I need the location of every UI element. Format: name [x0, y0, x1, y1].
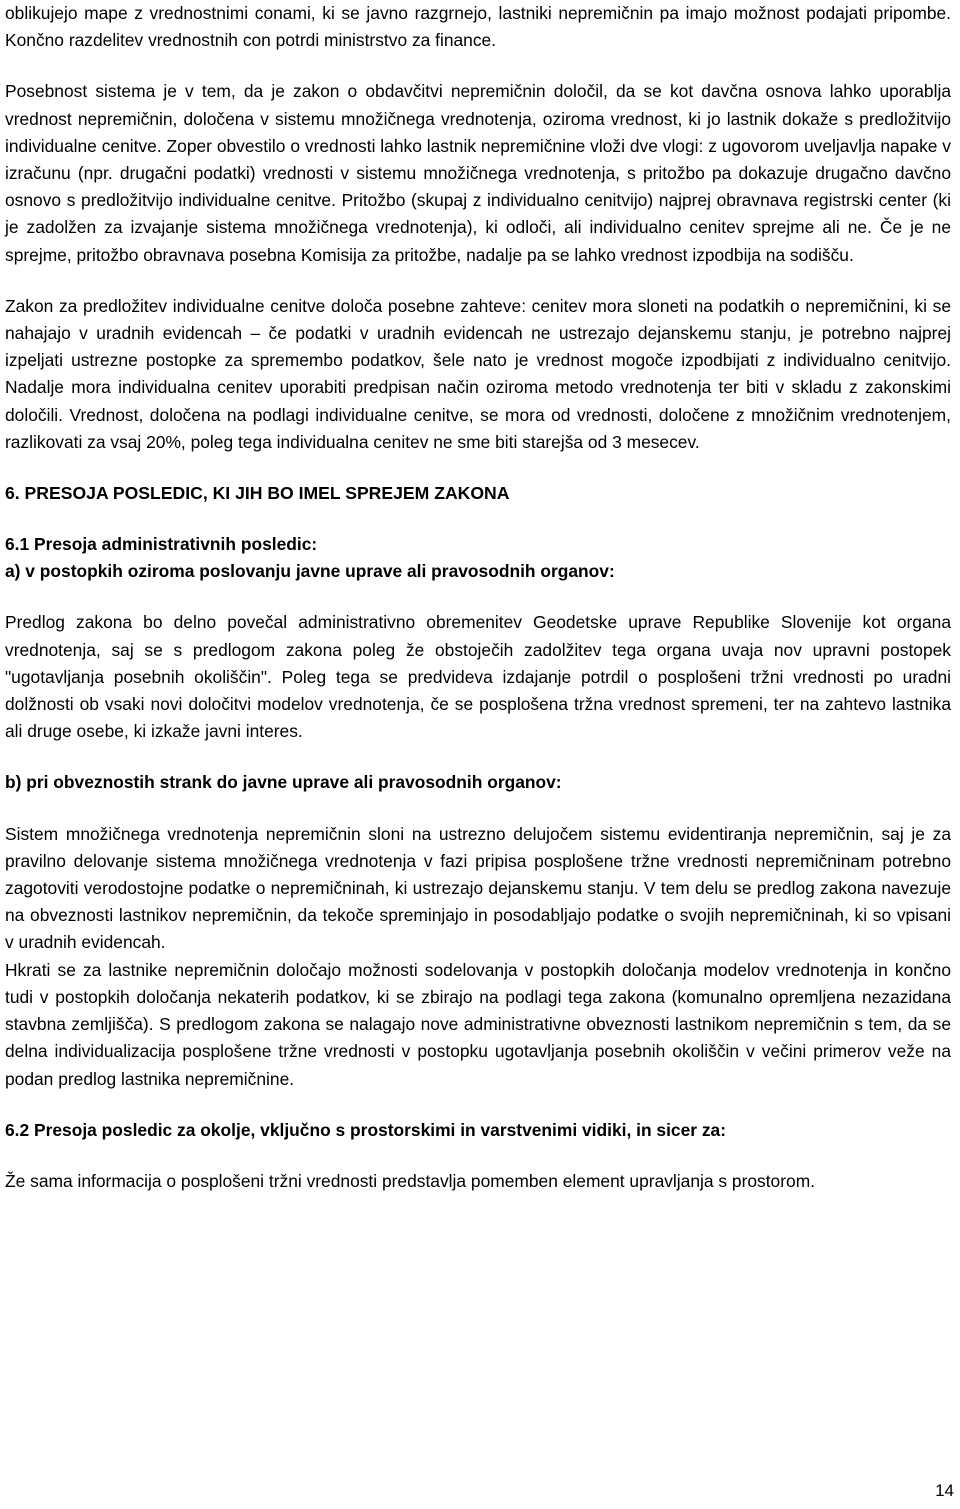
subsection-heading-6-1-b: b) pri obveznostih strank do javne uprave ali pravosodnih organov:: [5, 772, 562, 793]
paragraph-owner-participation: Hkrati se za lastnike nepremičnin določajo možnosti sodelovanja v postopkih določanja modelov vrednotenja in končno tudi v postopkih določanja nekaterih podatkov, ki se zbirajo na podlagi tega zakona (komunalno opremljena nezazidana stavbna zemljišča). S predlogom zakona se nalagajo nove administrativne obveznosti lastnikom nepremičnin s tem, da se delna individualizacija posplošene tržne vrednosti v postopku ugotavljanja posebnih okoliščin v večini primerov veže na podan predlog lastnika nepremičnine.: [5, 959, 951, 1089]
paragraph-mass-valuation-system: Sistem množičnega vrednotenja nepremičnin sloni na ustrezno delujočem sistemu evidentiranja nepremičnin, saj je za pravilno delovanje sistema množičnega vrednotenja v fazi pripisa posplošene tržne vrednosti nepremičninam potrebno zagotoviti verodostojne podatke o nepremičninah, ki ustrezajo dejanskemu stanju. V tem delu se predlog zakona navezuje na obveznosti lastnikov nepremičnin, da tekoče spreminjajo in posodabljajo podatke o svojih nepremičninah, ki so vpisani v uradnih evidencah.: [5, 823, 951, 953]
subsection-heading-6-1-a: a) v postopkih oziroma poslovanju javne uprave ali pravosodnih organov:: [5, 561, 615, 582]
section-heading: 6. PRESOJA POSLEDIC, KI JIH BO IMEL SPREJEM ZAKONA: [5, 483, 510, 504]
paragraph-continuation: oblikujejo mape z vrednostnimi conami, ki se javno razgrnejo, lastniki nepremičnin pa imajo možnost podajati pripombe. Končno razdelitev vrednostnih con potrdi ministrstvo za finance.: [5, 3, 951, 51]
subsection-heading-6-1: 6.1 Presoja administrativnih posledic:: [5, 534, 318, 555]
page-number: 14: [935, 1481, 954, 1500]
paragraph-system-specifics: Posebnost sistema je v tem, da je zakon o obdavčitvi nepremičnin določil, da se kot davčna osnova lahko uporablja vrednost nepremičnin, določena v sistemu množičnega vrednotenja, oziroma vrednost, ki jo lastnik dokaže s predložitvijo individualne cenitve. Zoper obvestilo o vrednosti lahko lastnik nepremičnine vloži dve vlogi: z ugovorom uveljavlja napake v izračunu (npr. drugačni podatki) vrednosti v sistemu množičnega vrednotenja, s pritožbo pa dokazuje drugačno davčno osnovo s predložitvijo individualne cenitve. Pritožbo (skupaj z individualno cenitvijo) najprej obravnava registrski center (ki je zadolžen za izvajanje sistema množičnega vrednotenja), ki odloči, ali individualno cenitev sprejme ali ne. Če je ne sprejme, pritožbo obravnava posebna Komisija za pritožbe, nadalje pa se lahko vrednost izpodbija na sodišču.: [5, 81, 951, 265]
paragraph-spatial-management: Že sama informacija o posplošeni tržni vrednosti predstavlja pomemben element upravljanja s prostorom.: [5, 1170, 816, 1191]
document-page: [5, 0, 951, 1195]
paragraph-individual-appraisal: Zakon za predložitev individualne cenitve določa posebne zahteve: cenitev mora sloneti na podatkih o nepremičnini, ki se nahajajo v uradnih evidencah – če podatki v uradnih evidencah ne ustrezajo dejanskemu stanju, je potrebno najprej izpeljati ustrezne postopke za spremembo podatkov, šele nato je vrednost mogoče izpodbijati z individualno cenitvijo. Nadalje mora individualna cenitev uporabiti predpisan način oziroma metodo vrednotenja ter biti v skladu z zakonskimi določili. Vrednost, določena na podlagi individualne cenitve, se mora od vrednosti, določene z množičnim vrednotenjem, razlikovati za vsaj 20%, poleg tega individualna cenitev ne sme biti starejša od 3 mesecev.: [5, 295, 951, 452]
subsection-heading-6-2: 6.2 Presoja posledic za okolje, vključno s prostorskimi in varstvenimi vidiki, in sicer za:: [5, 1119, 727, 1140]
paragraph-administrative-burden: Predlog zakona bo delno povečal administrativno obremenitev Geodetske uprave Republike Slovenije kot organa vrednotenja, saj se s predlogom zakona poleg že obstoječih zadolžitev tega organa uvaja nov upravni postopek "ugotavljanja posebnih okoliščin". Poleg tega se predvideva izdajanje potrdil o posplošeni tržni vrednosti po uradni dolžnosti ob vsaki novi določitvi modelov vrednotenja, če se posplošena tržna vrednost spremeni, ter na zahtevo lastnika ali druge osebe, ki izkaže javni interes.: [5, 612, 951, 742]
